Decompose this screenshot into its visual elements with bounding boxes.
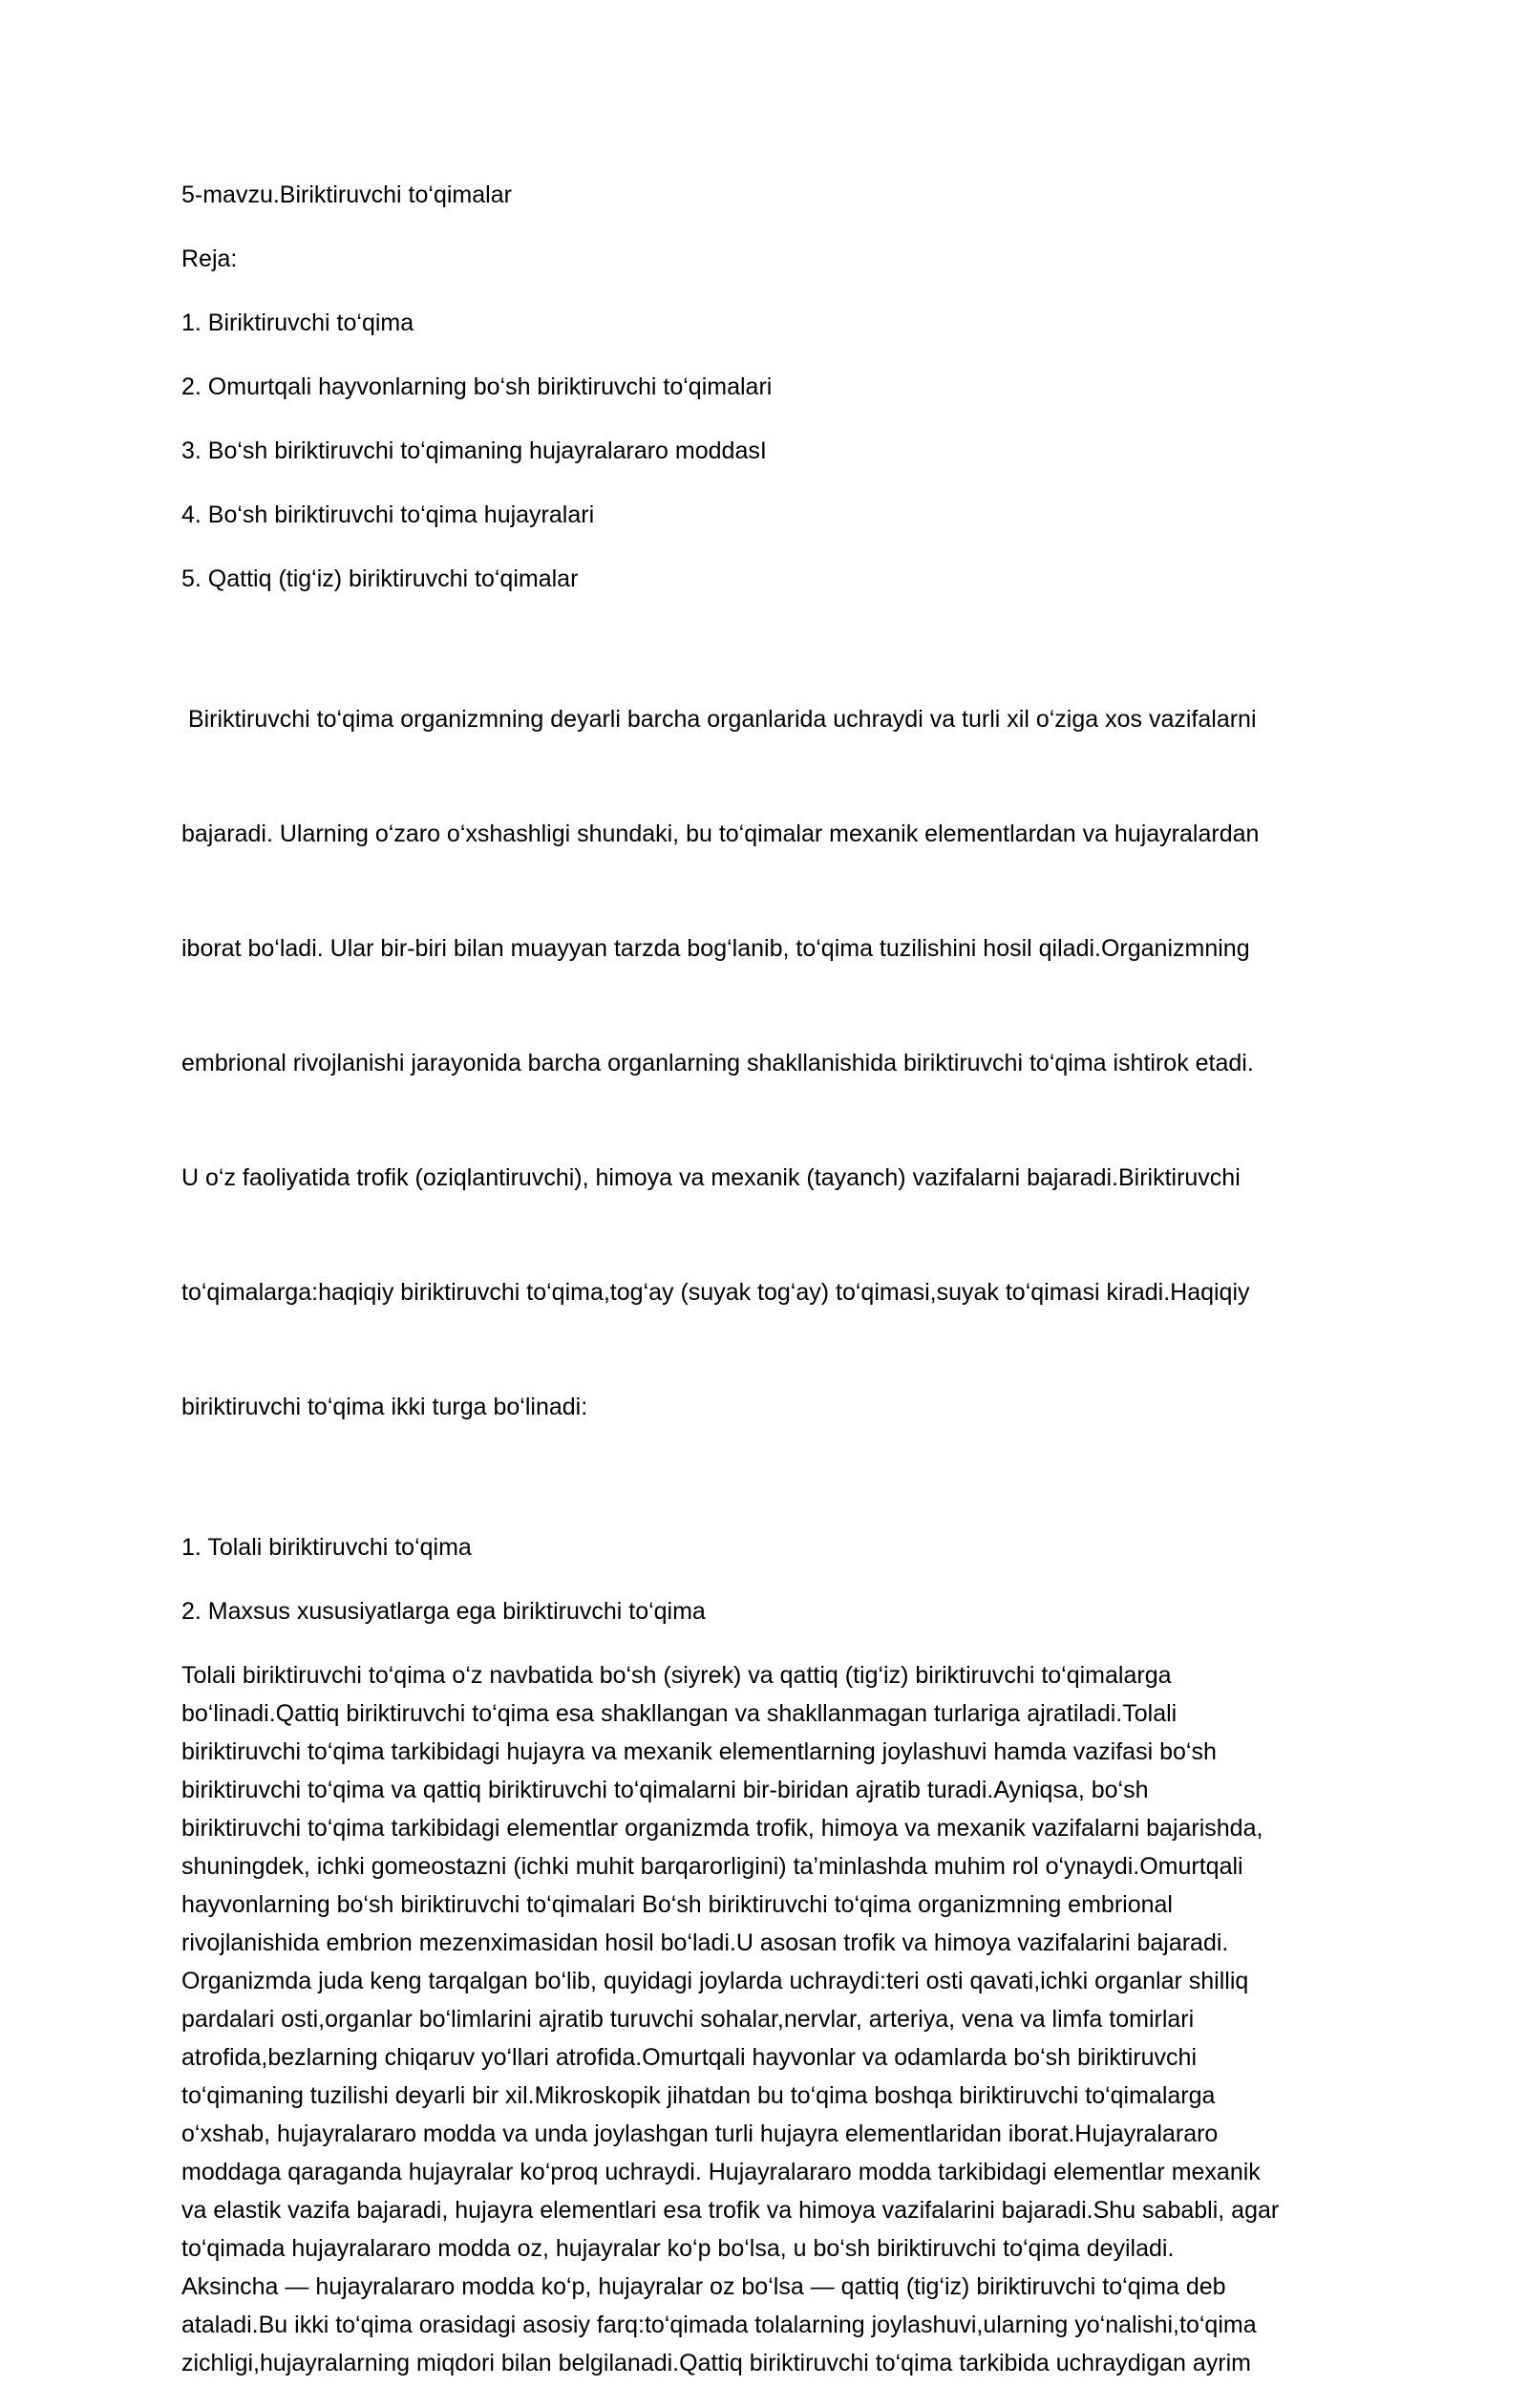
paragraph-line: bo‘linadi.Qattiq biriktiruvchi to‘qima esa shakllangan va shakllanmagan turlariga ajratiladi.Tolali [181, 1700, 1178, 1727]
paragraph-line: to‘qimada hujayralararo modda oz, hujayralar ko‘p bo‘lsa, u bo‘sh biriktiruvchi to‘qima deyiladi. [181, 2235, 1175, 2262]
paragraph-line: hayvonlarning bo‘sh biriktiruvchi to‘qimalari Bo‘sh biriktiruvchi to‘qima organizmning embrional [181, 1891, 1173, 1918]
paragraph-line: biriktiruvchi to‘qima tarkibidagi elementlar organizmda trofik, himoya va mexanik vazifalarni bajarishda, [181, 1815, 1263, 1842]
paragraph-line: pardalari osti,organlar bo‘limlarini ajratib turuvchi sohalar,nervlar, arteriya, vena va limfa tomirlari [181, 2006, 1195, 2033]
paragraph-line: o‘xshab, hujayralararo modda va unda joylashgan turli hujayra elementlaridan iborat.Hujayralararo [181, 2120, 1219, 2147]
paragraph-line: to‘qimaning tuzilishi deyarli bir xil.Mikroskopik jihatdan bu to‘qima boshqa biriktiruvchi to‘qimalarga [181, 2082, 1216, 2109]
intro-paragraph [181, 624, 1347, 1502]
type-item: 2. Maxsus xususiyatlarga ega biriktiruvchi to‘qima [181, 1598, 706, 1625]
paragraph-line: biriktiruvchi to‘qima ikki turga bo‘linadi: [181, 1394, 588, 1420]
plan-label: Reja: [181, 245, 238, 272]
paragraph-line: rivojlanishida embrion mezenximasidan hosil bo‘ladi.U asosan trofik va himoya vazifalarini bajaradi. [181, 1929, 1229, 1956]
document-page [181, 176, 1347, 2408]
paragraph-line: moddaga qaraganda hujayralar ko‘proq uchraydi. Hujayralararo modda tarkibidagi elementlar mexanik [181, 2159, 1261, 2185]
paragraph-line: Biriktiruvchi to‘qima organizmning deyarli barcha organlarida uchraydi va turli xil o‘ziga xos vazifalarni [181, 706, 1257, 733]
plan-item: 1. Biriktiruvchi to‘qima [181, 309, 414, 336]
plan-item: 2. Omurtqali hayvonlarning bo‘sh biriktiruvchi to‘qimalari [181, 373, 773, 400]
paragraph-line: U o‘z faoliyatida trofik (oziqlantiruvchi), himoya va mexanik (tayanch) vazifalarni bajaradi.Biriktiruvchi [181, 1164, 1241, 1191]
type-item: 1. Tolali biriktiruvchi to‘qima [181, 1534, 472, 1561]
main-paragraph [181, 1656, 1347, 2382]
paragraph-line: zichligi,hujayralarning miqdori bilan belgilanadi.Qattiq biriktiruvchi to‘qima tarkibida uchraydigan ayrim [181, 2350, 1251, 2376]
paragraph-line: atrofida,bezlarning chiqaruv yo‘llari atrofida.Omurtqali hayvonlar va odamlarda bo‘sh biriktiruvchi [181, 2044, 1198, 2071]
paragraph-line: shuningdek, ichki gomeostazni (ichki muhit barqarorligini) ta’minlashda muhim rol o‘ynaydi.Omurtqali [181, 1853, 1243, 1880]
document-title: 5-mavzu.Biriktiruvchi to‘qimalar [181, 181, 512, 208]
paragraph-line: biriktiruvchi to‘qima va qattiq biriktiruvchi to‘qimalarni bir-biridan ajratib turadi.Ayniqsa, bo‘sh [181, 1777, 1149, 1803]
paragraph-line: embrional rivojlanishi jarayonida barcha organlarning shakllanishida biriktiruvchi to‘qima ishtirok etadi. [181, 1050, 1254, 1076]
paragraph-line: ataladi.Bu ikki to‘qima orasidagi asosiy farq:to‘qimada tolalarning joylashuvi,ularning yo‘nalishi,to‘qima [181, 2312, 1257, 2338]
paragraph-line: Aksincha — hujayralararo modda ko‘p, hujayralar oz bo‘lsa — qattiq (tig‘iz) biriktiruvchi to‘qima deb [181, 2273, 1226, 2300]
paragraph-line: Organizmda juda keng tarqalgan bo‘lib, quyidagi joylarda uchraydi:teri osti qavati,ichki organlar shilliq [181, 1968, 1249, 1994]
paragraph-line: iborat bo‘ladi. Ular bir-biri bilan muayyan tarzda bog‘lanib, to‘qima tuzilishini hosil qiladi.Organizmning [181, 935, 1250, 962]
plan-item: 3. Bo‘sh biriktiruvchi to‘qimaning hujayralararo moddasI [181, 437, 767, 464]
plan-item: 5. Qattiq (tig‘iz) biriktiruvchi to‘qimalar [181, 565, 579, 592]
paragraph-line: bajaradi. Ularning o‘zaro o‘xshashligi shundaki, bu to‘qimalar mexanik elementlardan va hujayralardan [181, 820, 1260, 847]
paragraph-line: to‘qimalarga:haqiqiy biriktiruvchi to‘qima,tog‘ay (suyak tog‘ay) to‘qimasi,suyak to‘qimasi kiradi.Haqiqiy [181, 1279, 1250, 1306]
plan-item: 4. Bo‘sh biriktiruvchi to‘qima hujayralari [181, 501, 595, 528]
paragraph-line: biriktiruvchi to‘qima tarkibidagi hujayra va mexanik elementlarning joylashuvi hamda vazifasi bo‘sh [181, 1738, 1217, 1765]
paragraph-line: va elastik vazifa bajaradi, hujayra elementlari esa trofik va himoya vazifalarini bajaradi.Shu sababli, agar [181, 2197, 1280, 2224]
paragraph-line: Tolali biriktiruvchi to‘qima o‘z navbatida bo‘sh (siyrek) va qattiq (tig‘iz) biriktiruvchi to‘qimalarga [181, 1662, 1172, 1689]
